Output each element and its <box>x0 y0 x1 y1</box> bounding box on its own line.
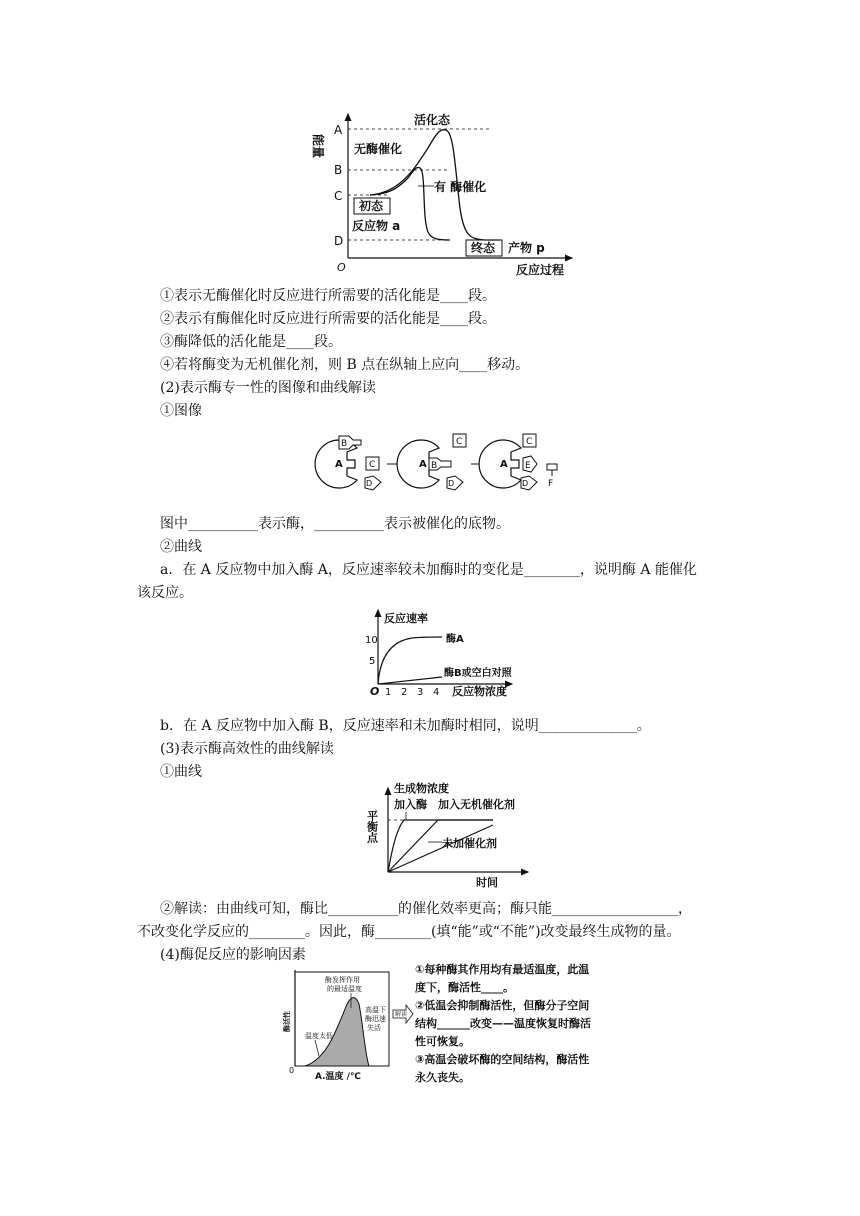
fig1-peak-label: 活化态 <box>414 113 451 127</box>
section-3-curve-label: ①曲线 <box>160 764 202 780</box>
question-4: ④若将酶变为无机催化剂，则 B 点在纵轴上应向____移动。 <box>160 357 530 373</box>
fig5-arrow-label: 解读 <box>395 1011 408 1018</box>
enzyme-specificity-figure <box>325 430 565 496</box>
section-3-explanation-2: 不改变化学反应的________。因此，酶________(填“能”或“不能”)改变最终生成物的量。 <box>137 924 681 940</box>
section-2-curve-label: ②曲线 <box>160 539 202 555</box>
fig5-note-6: ③高温会破坏酶的空间结构，酶活性 <box>415 1053 590 1066</box>
fig1-x-axis: 反应过程 <box>516 263 565 277</box>
fig4-no-catalyst: 未加催化剂 <box>442 837 497 850</box>
question-1: ①表示无酶催化时反应进行所需要的活化能是____段。 <box>160 288 496 304</box>
fig5-high-3: 失活 <box>367 1024 381 1032</box>
fig5-high-2: 酶迅速 <box>365 1015 386 1023</box>
fig2-f: F <box>548 479 554 489</box>
fig3-x-tick-1: 1 <box>385 687 392 698</box>
fig5-note-1: ①每种酶其作用均有最适温度，此温 <box>415 963 590 976</box>
fig5-high-1: 高温下 <box>365 1006 386 1014</box>
fig5-note-3: ②低温会抑制酶活性，但酶分子空间 <box>415 999 590 1012</box>
fig5-note-7: 永久丧失。 <box>415 1071 470 1084</box>
fig2-e: E <box>525 461 531 471</box>
fig5-low: 温度太低 <box>305 1032 333 1040</box>
fig5-optimum-2: 的最适温度 <box>327 985 362 993</box>
fig1-reactant: 反应物 a <box>352 219 401 233</box>
interpretation-arrow <box>392 1000 414 1034</box>
fig3-origin: O <box>370 685 380 698</box>
question-3: ③酶降低的活化能是____段。 <box>160 334 342 350</box>
section-2-title: (2)表示酶专一性的图像和曲线解读 <box>160 380 376 396</box>
enzyme-efficiency-figure <box>365 780 568 890</box>
fig2-c-2: C <box>456 437 463 447</box>
fig1-no-enzyme-label: 无酶催化 <box>354 142 403 156</box>
question-a-line-2: 该反应。 <box>137 585 193 601</box>
fig3-y-tick-5: 5 <box>369 656 376 667</box>
fig4-add-enzyme: 加入酶 <box>394 798 427 811</box>
section-2-image-label: ①图像 <box>160 403 202 419</box>
fig2-enzyme-a-1: A <box>335 459 343 470</box>
fig5-note-4: 结构______改变——温度恢复时酶活 <box>415 1017 591 1030</box>
fig1-enzyme-label: 有 酶催化 <box>434 180 487 194</box>
fig3-enzyme-b-label: 酶B或空白对照 <box>444 668 512 679</box>
fig4-title: 生成物浓度 <box>394 782 449 795</box>
fig1-level-d: D <box>334 234 344 248</box>
fig3-x-tick-3: 3 <box>417 687 424 698</box>
fig5-note-2: 度下，酶活性____。 <box>415 981 514 994</box>
fig1-product: 产物 p <box>508 241 545 255</box>
fig2-enzyme-a-3: A <box>500 459 508 470</box>
fig1-origin: O <box>337 261 346 274</box>
fig1-y-axis: 能量 <box>311 134 325 159</box>
section-3-explanation-1: ②解读：由曲线可知，酶比__________的催化效率更高；酶只能__________________， <box>160 901 692 917</box>
fig5-note-5: 性可恢复。 <box>415 1035 470 1048</box>
fig1-level-c: C <box>334 189 343 203</box>
fig5-x-axis: A.温度 /℃ <box>315 1072 361 1082</box>
fig4-y-axis: 平衡点 <box>365 810 379 843</box>
section-3-title: (3)表示酶高效性的曲线解读 <box>160 741 334 757</box>
fig5-origin: 0 <box>289 1066 295 1075</box>
figure-2-question: 图中__________表示酶，__________表示被催化的底物。 <box>160 516 510 532</box>
fig2-c-3: C <box>526 437 533 447</box>
activation-energy-figure <box>310 108 580 280</box>
question-2: ②表示有酶催化时反应进行所需要的活化能是____段。 <box>160 311 496 327</box>
fig1-level-a: A <box>334 123 343 137</box>
temperature-activity-figure <box>275 964 395 1086</box>
fig2-d-2: D <box>448 479 455 488</box>
section-4-title: (4)酶促反应的影响因素 <box>160 947 306 963</box>
fig1-initial: 初态 <box>359 199 384 213</box>
fig1-level-b: B <box>334 163 343 177</box>
reaction-rate-figure <box>362 606 522 700</box>
fig2-d-1: D <box>366 479 373 488</box>
fig3-x-tick-4: 4 <box>433 687 440 698</box>
fig1-final: 终态 <box>471 241 496 255</box>
enzyme-a-curve <box>378 637 442 684</box>
fig3-y-tick-10: 10 <box>365 635 378 646</box>
fig2-d-3: D <box>522 479 529 488</box>
fig4-add-inorganic: 加入无机催化剂 <box>438 798 515 811</box>
fig5-optimum-1: 酶发挥作用 <box>325 976 360 984</box>
fig2-b-1: B <box>341 439 348 449</box>
enzyme-b-curve <box>378 677 442 684</box>
fig2-enzyme-a-2: A <box>419 459 427 470</box>
fig4-x-axis: 时间 <box>476 876 498 889</box>
fig3-x-tick-2: 2 <box>401 687 408 698</box>
fig3-enzyme-a-label: 酶A <box>446 634 464 645</box>
fig2-c-1: C <box>369 460 376 470</box>
fig3-y-axis: 反应速率 <box>384 612 428 625</box>
question-b-line: b．在 A 反应物中加入酶 B，反应速率和未加酶时相同，说明______________。 <box>160 718 651 734</box>
fig5-y-axis: 酶活性 <box>283 1011 291 1032</box>
fig3-x-axis: 反应物浓度 <box>452 685 507 698</box>
fig2-b-2: B <box>431 461 438 471</box>
question-a-line-1: a．在 A 反应物中加入酶 A，反应速率较未加酶时的变化是________，说明酶 A 能催化 <box>160 562 697 578</box>
